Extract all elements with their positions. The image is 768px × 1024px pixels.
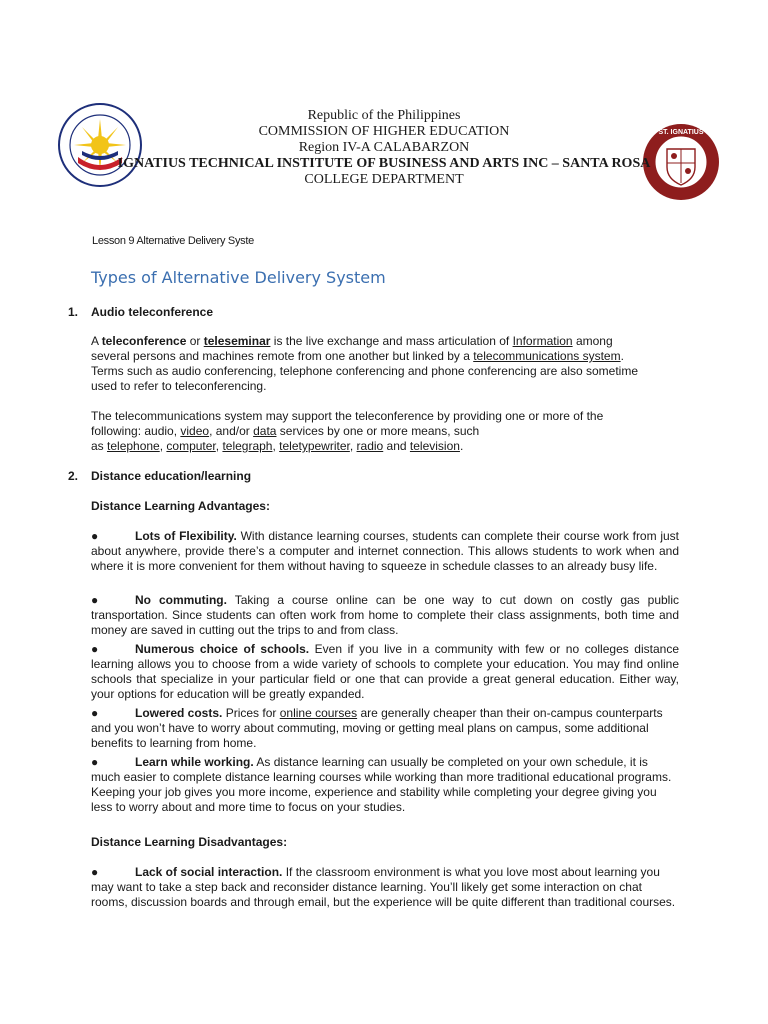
lesson-label: Lesson 9 Alternative Delivery Syste	[92, 235, 254, 247]
header-republic: Republic of the Philippines	[307, 108, 461, 123]
teleconference-paragraph: A teleconference or teleseminar is the live exchange and mass articulation of Information among several persons and machines remote from one another but linked by a telecommunications system. Terms such as audio conferencing, telephone conferencing and phone conferencing are also sometime used to refer to teleconferencing.	[91, 334, 639, 393]
link-online-courses[interactable]: online courses	[279, 706, 358, 720]
link-data[interactable]: data	[253, 424, 277, 438]
advantages-heading: Distance Learning Advantages:	[91, 499, 270, 513]
advantage-item: ● Lots of Flexibility. With distance learning courses, students can complete their course work from just about anywhere, provide there’s a computer and internet connection. This allows students to work when and where it is more convenient for them without having to squeeze in schedule classes to an already busy life.	[91, 529, 679, 573]
link-teleseminar[interactable]: teleseminar	[203, 334, 271, 348]
header-commission: COMMISSION OF HIGHER EDUCATION	[258, 124, 510, 139]
document-header	[0, 108, 768, 188]
header-department: COLLEGE DEPARTMENT	[304, 172, 464, 187]
section-1-heading: Audio teleconference	[91, 305, 214, 319]
link-telecommunications-system[interactable]: telecommunications system	[473, 349, 621, 363]
link-information[interactable]: Information	[512, 334, 573, 348]
link-television[interactable]: television	[409, 439, 460, 453]
advantage-item: ● Numerous choice of schools. Even if you live in a community with few or no colleges distance learning allows you to choose from a wide variety of schools to complete your education. You may find online schools that specialize in your particular field or one that can provide a great general education. Either way, your options for education will be greatly expanded.	[91, 642, 680, 701]
disadvantage-item: ● Lack of social interaction. If the classroom environment is what you love most about learning you may want to take a step back and reconsider distance learning. You’ll likely get some interaction on chat rooms, discussion boards and through email, but the experience will be quite different than traditional courses.	[91, 865, 676, 909]
link-computer[interactable]: computer	[166, 439, 216, 453]
bullet-icon: ●	[91, 642, 99, 656]
header-institute: IGNATIUS TECHNICAL INSTITUTE OF BUSINESS AND ARTS INC – SANTA ROSA	[117, 156, 651, 171]
term-teleconference: teleconference	[101, 334, 187, 348]
link-telephone[interactable]: telephone	[107, 439, 160, 453]
bullet-icon: ●	[91, 593, 99, 607]
bullet-icon: ●	[91, 529, 99, 543]
section-2-number: 2.	[68, 469, 79, 483]
seal-text: ST. IGNATIUS	[658, 129, 704, 136]
bullet-icon: ●	[91, 865, 99, 879]
link-video[interactable]: video	[180, 424, 210, 438]
link-teletypewriter[interactable]: teletypewriter	[279, 439, 350, 453]
page-title: Types of Alternative Delivery System	[91, 268, 386, 287]
section-2-heading: Distance education/learning	[91, 469, 252, 483]
bullet-icon: ●	[91, 706, 99, 720]
header-region: Region IV-A CALABARZON	[298, 140, 470, 155]
section-1-number: 1.	[68, 305, 79, 319]
advantage-item: ● No commuting. Taking a course online can be one way to cut down on costly gas public transportation. Since students can often work from home to complete their class assignments, both time and money are saved in cutting out the trips to and from class.	[91, 593, 679, 637]
disadvantages-heading: Distance Learning Disadvantages:	[91, 835, 288, 849]
advantage-item: ● Learn while working. As distance learning can usually be completed on your own schedule, it is much easier to complete distance learning courses while working than more traditional educational programs. Keeping your job gives you more income, experience and stability while completing your degree giving you less to worry about and more time to focus on your studies.	[91, 755, 672, 814]
link-radio[interactable]: radio	[356, 439, 384, 453]
bullet-icon: ●	[91, 755, 99, 769]
telecom-system-paragraph: The telecommunications system may support the teleconference by providing one or more of the following: audio, video, and/or data services by one or more means, such as telephone, computer, telegraph, teletypewriter, radio and television.	[91, 409, 604, 453]
link-telegraph[interactable]: telegraph	[222, 439, 273, 453]
advantage-item: ● Lowered costs. Prices for online courses are generally cheaper than their on-campus counterparts and you won’t have to worry about commuting, moving or getting meal plans on campus, some additional benefits to learning from home.	[91, 706, 663, 750]
